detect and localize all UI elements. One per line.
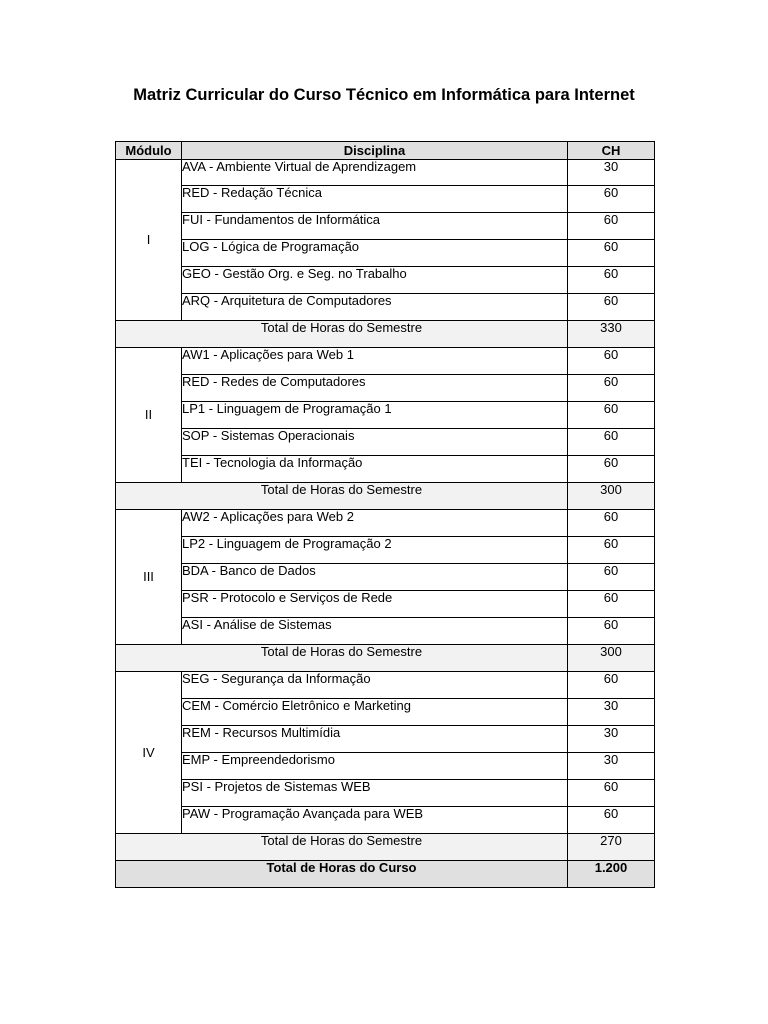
ch-cell: 60 [568,186,655,213]
ch-cell: 60 [568,780,655,807]
ch-cell: 60 [568,402,655,429]
ch-cell: 60 [568,564,655,591]
ch-cell: 60 [568,456,655,483]
ch-cell: 60 [568,294,655,321]
table-row [116,564,655,591]
table-row [116,699,655,726]
discipline-cell: EMP - Empreendedorismo [182,753,568,780]
table-row [116,780,655,807]
discipline-cell: PAW - Programação Avançada para WEB [182,807,568,834]
ch-cell: 60 [568,672,655,699]
discipline-cell: SEG - Segurança da Informação [182,672,568,699]
ch-cell: 60 [568,807,655,834]
discipline-cell: AW2 - Aplicações para Web 2 [182,510,568,537]
ch-cell: 60 [568,537,655,564]
ch-cell: 60 [568,618,655,645]
discipline-cell: LOG - Lógica de Programação [182,240,568,267]
semester-total-label: Total de Horas do Semestre [116,645,568,672]
semester-total-row [116,321,655,348]
table-body [116,160,655,888]
ch-cell: 60 [568,267,655,294]
module-label: III [116,510,182,645]
table-row [116,537,655,564]
discipline-cell: AW1 - Aplicações para Web 1 [182,348,568,375]
ch-cell: 30 [568,753,655,780]
discipline-cell: LP2 - Linguagem de Programação 2 [182,537,568,564]
ch-cell: 60 [568,429,655,456]
ch-cell: 30 [568,699,655,726]
discipline-cell: ARQ - Arquitetura de Computadores [182,294,568,321]
table-row [116,510,655,537]
discipline-cell: PSI - Projetos de Sistemas WEB [182,780,568,807]
discipline-cell: AVA - Ambiente Virtual de Aprendizagem [182,160,568,186]
course-total-value: 1.200 [568,861,655,888]
ch-cell: 30 [568,160,655,186]
table-row [116,240,655,267]
table-row [116,186,655,213]
discipline-cell: PSR - Protocolo e Serviços de Rede [182,591,568,618]
semester-total-value: 300 [568,483,655,510]
table-row [116,456,655,483]
table-row [116,348,655,375]
discipline-cell: SOP - Sistemas Operacionais [182,429,568,456]
ch-cell: 60 [568,591,655,618]
table-row [116,267,655,294]
table-row [116,375,655,402]
table-row [116,591,655,618]
course-total-row [116,861,655,888]
table-row [116,402,655,429]
table-row [116,213,655,240]
ch-cell: 60 [568,240,655,267]
ch-cell: 30 [568,726,655,753]
ch-cell: 60 [568,213,655,240]
table-row [116,726,655,753]
discipline-cell: ASI - Análise de Sistemas [182,618,568,645]
module-label: II [116,348,182,483]
semester-total-label: Total de Horas do Semestre [116,483,568,510]
table-row [116,672,655,699]
semester-total-value: 330 [568,321,655,348]
table-row [116,807,655,834]
discipline-cell: REM - Recursos Multimídia [182,726,568,753]
ch-cell: 60 [568,348,655,375]
discipline-cell: TEI - Tecnologia da Informação [182,456,568,483]
discipline-cell: CEM - Comércio Eletrônico e Marketing [182,699,568,726]
semester-total-row [116,645,655,672]
module-label: I [116,160,182,321]
curriculum-table [115,141,655,888]
discipline-cell: GEO - Gestão Org. e Seg. no Trabalho [182,267,568,294]
discipline-cell: BDA - Banco de Dados [182,564,568,591]
page-title: Matriz Curricular do Curso Técnico em Informática para Internet [133,86,635,104]
discipline-cell: LP1 - Linguagem de Programação 1 [182,402,568,429]
discipline-cell: RED - Redação Técnica [182,186,568,213]
header-discipline: Disciplina [182,142,568,160]
table-row [116,429,655,456]
semester-total-row [116,834,655,861]
discipline-cell: RED - Redes de Computadores [182,375,568,402]
discipline-cell: FUI - Fundamentos de Informática [182,213,568,240]
table-row [116,618,655,645]
table-row [116,160,655,186]
course-total-label: Total de Horas do Curso [116,861,568,888]
semester-total-value: 300 [568,645,655,672]
semester-total-label: Total de Horas do Semestre [116,321,568,348]
ch-cell: 60 [568,510,655,537]
table-row [116,294,655,321]
module-label: IV [116,672,182,834]
table-row [116,753,655,780]
semester-total-row [116,483,655,510]
semester-total-label: Total de Horas do Semestre [116,834,568,861]
table-header-row [116,142,655,160]
header-ch: CH [568,142,655,160]
semester-total-value: 270 [568,834,655,861]
ch-cell: 60 [568,375,655,402]
header-module: Módulo [116,142,182,160]
